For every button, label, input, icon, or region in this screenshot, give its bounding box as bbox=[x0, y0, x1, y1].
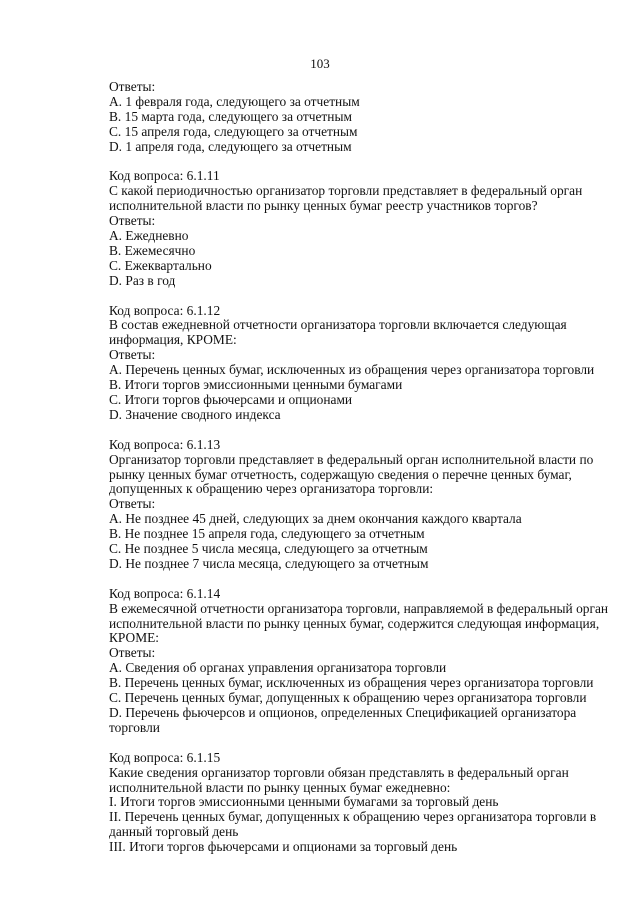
text-line: A. Сведения об органах управления организатора торговли bbox=[109, 660, 447, 676]
text-line: Ответы: bbox=[109, 213, 156, 229]
text-block bbox=[109, 585, 609, 736]
text-line: III. Итоги торгов фьючерсами и опционами за торговый день bbox=[109, 839, 458, 855]
text-line: исполнительной власти по рынку ценных бумаг реестр участников торгов? bbox=[109, 198, 538, 214]
text-line: В ежемесячной отчетности организатора торговли, направляемой в федеральный орган bbox=[109, 600, 609, 616]
text-line: D. Перечень фьючерсов и опционов, определенных Спецификацией организатора bbox=[109, 705, 577, 720]
text-line: B. Ежемесячно bbox=[109, 242, 196, 258]
text-line: A. Ежедневно bbox=[109, 228, 189, 244]
text-block bbox=[109, 80, 591, 155]
text-line: D. Раз в год bbox=[109, 272, 176, 288]
text-line: С какой периодичностью организатор торговли представляет в федеральный орган bbox=[109, 183, 583, 199]
text-line: B. Перечень ценных бумаг, исключенных из обращения через организатора торговли bbox=[109, 675, 594, 691]
text-block bbox=[109, 169, 591, 288]
text-line: D. Не позднее 7 числа месяца, следующего за отчетным bbox=[109, 555, 429, 571]
text-line: допущенных к обращению через организатора торговли: bbox=[109, 481, 434, 497]
text-line: В состав ежедневной отчетности организатора торговли включается следующая bbox=[109, 317, 567, 333]
text-line: Ответы: bbox=[109, 79, 156, 94]
text-line: Организатор торговли представляет в федеральный орган исполнительной власти по bbox=[109, 451, 594, 467]
text-line: C. Не позднее 5 числа месяца, следующего за отчетным bbox=[109, 541, 428, 557]
text-line: исполнительной власти по рынку ценных бумаг ежедневно: bbox=[109, 779, 451, 795]
text-line: Ответы: bbox=[109, 645, 156, 661]
text-line: данный торговый день bbox=[109, 824, 239, 840]
text-line: D. Значение сводного индекса bbox=[109, 406, 281, 422]
text-line: рынку ценных бумаг отчетность, содержащую сведения о перечне ценных бумаг, bbox=[109, 466, 572, 482]
text-line: I. Итоги торгов эмиссионными ценными бумагами за торговый день bbox=[109, 794, 499, 810]
text-line: B. Не позднее 15 апреля года, следующего за отчетным bbox=[109, 526, 425, 542]
text-line: Код вопроса: 6.1.12 bbox=[109, 302, 221, 318]
text-line: II. Перечень ценных бумаг, допущенных к обращению через организатора торговли в bbox=[109, 809, 597, 825]
text-line: Ответы: bbox=[109, 347, 156, 363]
text-line: Код вопроса: 6.1.13 bbox=[109, 436, 221, 452]
text-line: Код вопроса: 6.1.15 bbox=[109, 749, 221, 765]
text-line: информация, КРОМЕ: bbox=[109, 332, 237, 348]
text-line: КРОМЕ: bbox=[109, 630, 160, 646]
text-line: C. 15 апреля года, следующего за отчетным bbox=[109, 123, 358, 139]
text-line: торговли bbox=[109, 719, 160, 735]
text-line: B. 15 марта года, следующего за отчетным bbox=[109, 108, 352, 124]
text-block bbox=[109, 302, 595, 423]
text-line: C. Перечень ценных бумаг, допущенных к обращению через организатора торговли bbox=[109, 690, 587, 706]
text-block bbox=[109, 749, 597, 855]
text-line: C. Ежеквартально bbox=[109, 257, 212, 273]
text-block bbox=[109, 436, 594, 572]
text-line: A. Не позднее 45 дней, следующих за днем окончания каждого квартала bbox=[109, 511, 522, 527]
text-line: Код вопроса: 6.1.11 bbox=[109, 168, 220, 184]
page-body bbox=[109, 79, 609, 870]
text-line: A. 1 февраля года, следующего за отчетным bbox=[109, 93, 360, 109]
text-line: Ответы: bbox=[109, 496, 156, 512]
text-line: A. Перечень ценных бумаг, исключенных из обращения через организатора торговли bbox=[109, 362, 595, 378]
page-number: 103 bbox=[310, 56, 330, 71]
text-line: Код вопроса: 6.1.14 bbox=[109, 585, 221, 601]
text-line: D. 1 апреля года, следующего за отчетным bbox=[109, 138, 352, 154]
text-line: B. Итоги торгов эмиссионными ценными бумагами bbox=[109, 377, 403, 393]
text-line: C. Итоги торгов фьючерсами и опционами bbox=[109, 392, 353, 407]
text-line: Какие сведения организатор торговли обязан представлять в федеральный орган bbox=[109, 764, 569, 780]
text-line: исполнительной власти по рынку ценных бумаг, содержится следующая информация, bbox=[109, 615, 600, 631]
